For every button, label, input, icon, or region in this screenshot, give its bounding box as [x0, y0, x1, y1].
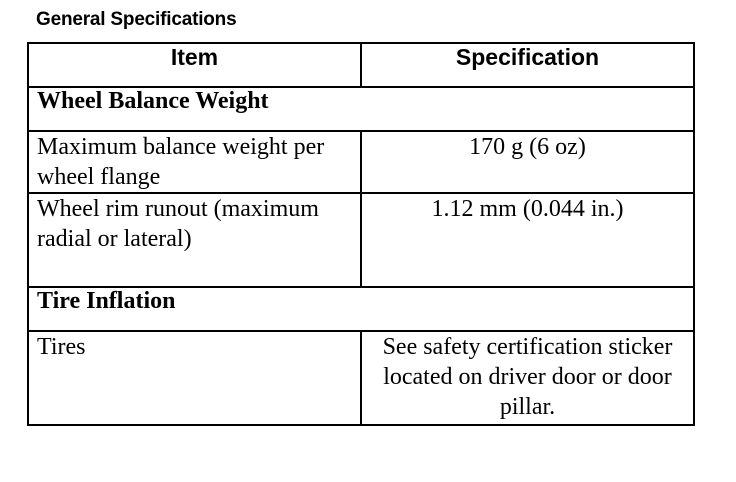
table-caption: General Specifications	[36, 9, 237, 30]
specification-cell: 1.12 mm (0.044 in.)	[361, 193, 694, 287]
item-cell: Tires	[28, 331, 361, 425]
item-cell: Maximum balance weight per wheel flange	[28, 131, 361, 193]
specification-cell: See safety certification sticker located on driver door or door pillar.	[361, 331, 694, 425]
specification-cell: 170 g (6 oz)	[361, 131, 694, 193]
column-header-item: Item	[28, 43, 361, 87]
table-row	[28, 331, 694, 425]
specifications-table	[27, 42, 695, 426]
table-row	[28, 131, 694, 193]
table-row	[28, 193, 694, 287]
column-header-specification: Specification	[361, 43, 694, 87]
section-row-tire-inflation	[28, 287, 694, 331]
section-title: Tire Inflation	[28, 287, 694, 331]
section-row-wheel-balance-weight	[28, 87, 694, 131]
section-title: Wheel Balance Weight	[28, 87, 694, 131]
table-header-row	[28, 43, 694, 87]
item-cell: Wheel rim runout (maximum radial or lateral)	[28, 193, 361, 287]
